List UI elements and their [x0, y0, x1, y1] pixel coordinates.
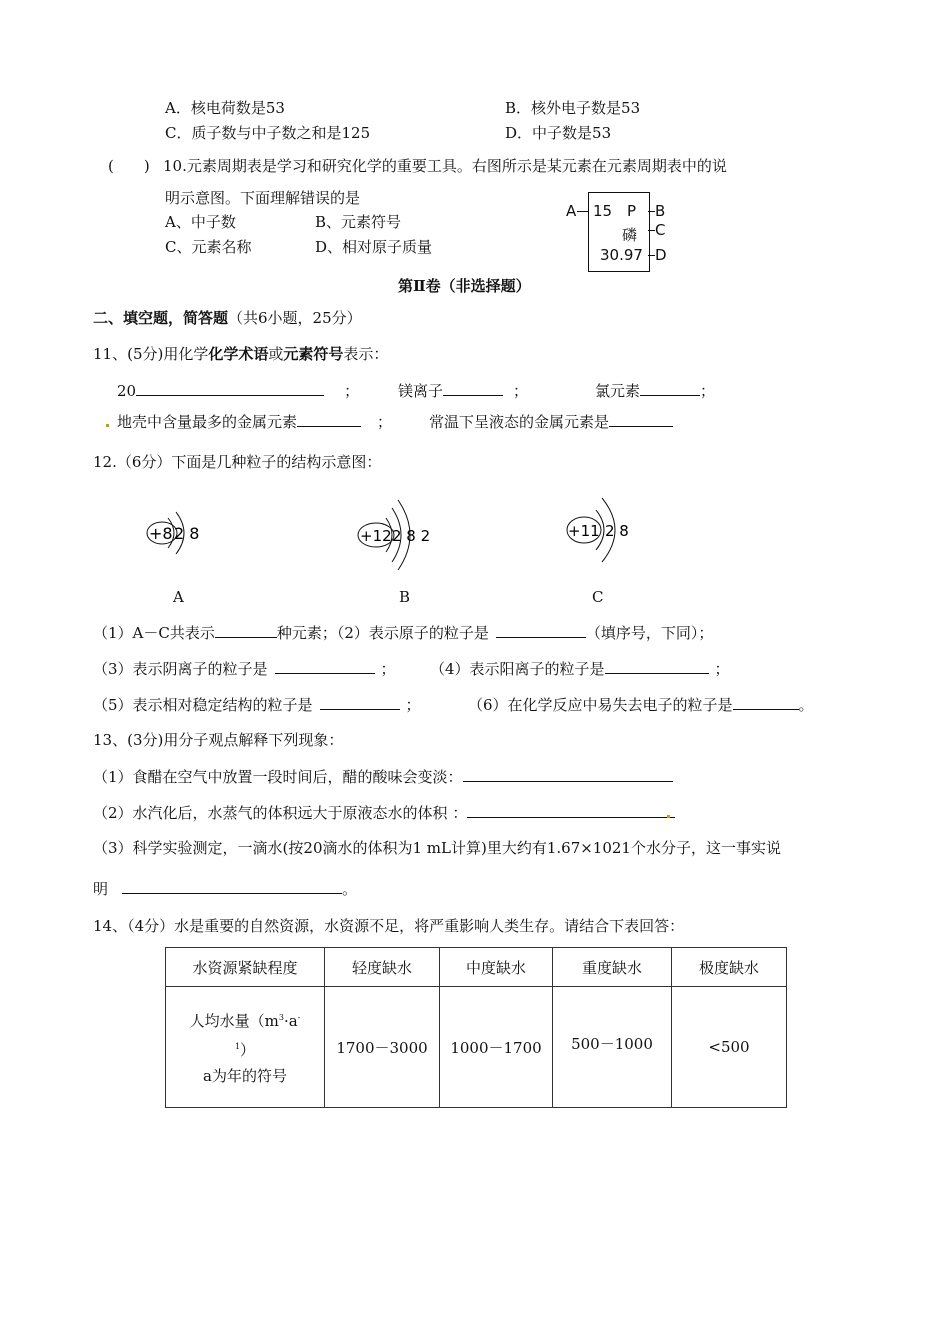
element-symbol: P — [627, 202, 637, 220]
row-label-text: 人均水量（m — [189, 1012, 279, 1030]
element-name: 磷 — [622, 226, 638, 244]
water-scarcity-table — [165, 947, 787, 1108]
q11-blank-1[interactable] — [136, 380, 324, 396]
row-label-line-3: a为年的符号 — [203, 1067, 287, 1085]
row-label-sup: 3 — [278, 1013, 284, 1022]
q11-blank-5[interactable] — [609, 411, 673, 427]
q11-item-1 — [117, 380, 359, 401]
atom-diagram-c — [562, 490, 652, 580]
q13-blank-2[interactable] — [467, 802, 675, 818]
q11-item-3 — [595, 380, 715, 401]
q12-line-1 — [93, 622, 713, 643]
q12-sub2-note: （填序号，下同）； — [585, 624, 714, 642]
q13-blank-1[interactable] — [463, 766, 673, 782]
table-header-cell: 极度缺水 — [672, 948, 787, 987]
atomic-mass: 30.97 — [600, 246, 643, 264]
q11-blank-4[interactable] — [297, 411, 361, 427]
q12-semicolon: ； — [405, 696, 421, 714]
q12-sub2-text: 种元素；（2）表示原子的粒子是 — [276, 624, 489, 642]
q13-sub1-text: （1）食醋在空气中放置一段时间后，醋的酸味会变淡： — [93, 768, 463, 786]
atom-c-nucleus: +11 — [568, 522, 600, 540]
pointer-b-line — [648, 211, 655, 212]
table-cell: 1700－3000 — [325, 987, 440, 1108]
q12-blank-2[interactable] — [496, 622, 586, 638]
atom-diagram-a — [140, 496, 220, 572]
q11-stem — [93, 344, 388, 364]
row-label-text: ） — [240, 1041, 256, 1059]
table-cell: <500 — [672, 987, 787, 1108]
table-header-cell: 轻度缺水 — [325, 948, 440, 987]
row-label-line-1 — [166, 1005, 324, 1034]
row-label-line-2 — [166, 1034, 324, 1063]
q13-line-2 — [93, 802, 675, 823]
q12-line-3-right — [468, 694, 814, 715]
q11-term-symbol: 元素符号 — [283, 345, 344, 363]
table-header-cell: 中度缺水 — [440, 948, 553, 987]
q10-stem-cont: 明示意图。下面理解错误的是 — [165, 189, 361, 207]
table-cell: 500－1000 — [553, 987, 672, 1108]
atom-c-label: C — [592, 588, 604, 606]
q12-sub5-text: （5）表示相对稳定结构的粒子是 — [93, 696, 313, 714]
q11-item-4 — [117, 411, 392, 432]
q12-line-2-right — [430, 658, 730, 679]
atom-a-nucleus: +8 — [149, 524, 173, 543]
pointer-d-line — [648, 255, 655, 256]
q12-sub3-text: （3）表示阴离子的粒子是 — [93, 660, 268, 678]
q11-item-5-label: 常温下呈液态的金属元素是 — [429, 413, 610, 431]
pointer-d-label: D — [655, 246, 667, 264]
q9-option-b: B．核外电子数是53 — [505, 99, 641, 117]
section2-heading — [93, 308, 362, 328]
q11-item-2-label: 镁离子 — [398, 382, 444, 400]
q12-blank-1[interactable] — [215, 622, 277, 638]
table-header-row — [166, 948, 787, 987]
q11-semicolon: ； — [513, 382, 529, 400]
q12-sub6-text: （6）在化学反应中易失去电子的粒子是 — [468, 696, 733, 714]
row-label-sup: 1 — [234, 1042, 241, 1051]
q13-line-4 — [93, 878, 357, 899]
q11-suffix: 表示： — [343, 345, 389, 363]
pointer-b-label: B — [655, 202, 666, 220]
q10-stem: 10.元素周期表是学习和研究化学的重要工具。右图所示是某元素在元素周期表中的说 — [163, 157, 727, 175]
stray-dot — [667, 815, 670, 818]
table-row-label — [166, 987, 325, 1108]
atom-b-label: B — [399, 588, 411, 606]
q13-sub3-cont: 明 — [93, 880, 109, 898]
q12-semicolon: ； — [380, 660, 396, 678]
q11-blank-2[interactable] — [443, 380, 503, 396]
q10-option-d: D、相对原子质量 — [315, 238, 433, 256]
q12-blank-6[interactable] — [733, 694, 799, 710]
q11-prefix: 11、(5分)用化学 — [93, 345, 209, 363]
q10-option-c: C、元素名称 — [165, 238, 252, 256]
q13-sub2-text: （2）水汽化后，水蒸气的体积远大于原液态水的体积 ： — [93, 804, 468, 822]
row-label-sup: - — [297, 1013, 301, 1022]
q9-option-c: C．质子数与中子数之和是125 — [165, 124, 371, 142]
q12-sub1-text: （1）A－C共表示 — [93, 624, 215, 642]
q11-term-chem: 化学术语 — [208, 345, 269, 363]
q12-blank-3[interactable] — [275, 658, 375, 674]
q11-item-5 — [429, 411, 673, 432]
atom-b-shells: 2 8 2 — [392, 527, 431, 545]
q12-sub4-text: （4）表示阳离子的粒子是 — [430, 660, 605, 678]
atom-b-nucleus: +12 — [360, 527, 392, 545]
q12-blank-5[interactable] — [320, 694, 400, 710]
table-cell: 1000－1700 — [440, 987, 553, 1108]
table-header-cell: 重度缺水 — [553, 948, 672, 987]
q9-option-a: A．核电荷数是53 — [165, 99, 285, 117]
row-label-text: ·a — [283, 1012, 298, 1030]
q11-item-2 — [398, 380, 528, 401]
part2-title: 第Ⅱ卷（非选择题） — [398, 277, 531, 295]
q11-mid: 或 — [268, 345, 284, 363]
section2-note: （共6小题，25分） — [228, 309, 362, 327]
q11-semicolon: ； — [377, 413, 393, 431]
table-row — [166, 987, 787, 1108]
q13-line-1 — [93, 766, 673, 787]
periodic-element-figure — [560, 192, 680, 274]
q10-option-a: A、中子数 — [165, 213, 236, 231]
q13-blank-3[interactable] — [122, 878, 342, 894]
q10-option-b: B、元素符号 — [315, 213, 402, 231]
q9-option-d: D．中子数是53 — [505, 124, 612, 142]
q12-semicolon: ； — [714, 660, 730, 678]
q11-blank-3[interactable] — [640, 380, 700, 396]
atom-c-shells: 2 8 — [605, 522, 629, 540]
section2-label: 二、填空题，简答题 — [93, 309, 229, 327]
q11-item-4-label: 地壳中含量最多的金属元素 — [117, 413, 298, 431]
q13-line-3: （3）科学实验测定，一滴水(按20滴水的体积为1 mL计算)里大约有1.67×1021个水分子，这一事实说 — [93, 839, 781, 857]
atom-diagram-b — [352, 490, 452, 582]
q11-semicolon: ； — [700, 382, 716, 400]
pointer-a-line — [577, 211, 589, 212]
atomic-number: 15 — [593, 202, 613, 220]
q12-period: 。 — [798, 696, 814, 714]
atom-a-shells: 2 8 — [174, 524, 200, 543]
q11-item-3-label: 氯元素 — [595, 382, 641, 400]
q13-stem: 13、(3分)用分子观点解释下列现象： — [93, 731, 344, 749]
q13-period: 。 — [342, 880, 358, 898]
q14-stem: 14、（4分）水是重要的自然资源，水资源不足，将严重影响人类生存。请结合下表回答： — [93, 917, 685, 935]
table-header-cell: 水资源紧缺程度 — [166, 948, 325, 987]
q10-answer-parentheses: ( ) — [108, 157, 150, 175]
q11-item-1-label: 20 — [117, 382, 137, 400]
pointer-c-line — [648, 230, 655, 231]
q12-stem: 12.（6分）下面是几种粒子的结构示意图： — [93, 453, 382, 471]
pointer-c-label: C — [655, 221, 666, 239]
q11-semicolon: ； — [344, 382, 360, 400]
stray-dot — [106, 424, 109, 427]
pointer-a-label: A — [566, 202, 577, 220]
atom-a-label: A — [173, 588, 184, 606]
q12-line-2 — [93, 658, 396, 679]
q12-blank-4[interactable] — [605, 658, 709, 674]
q12-line-3 — [93, 694, 421, 715]
